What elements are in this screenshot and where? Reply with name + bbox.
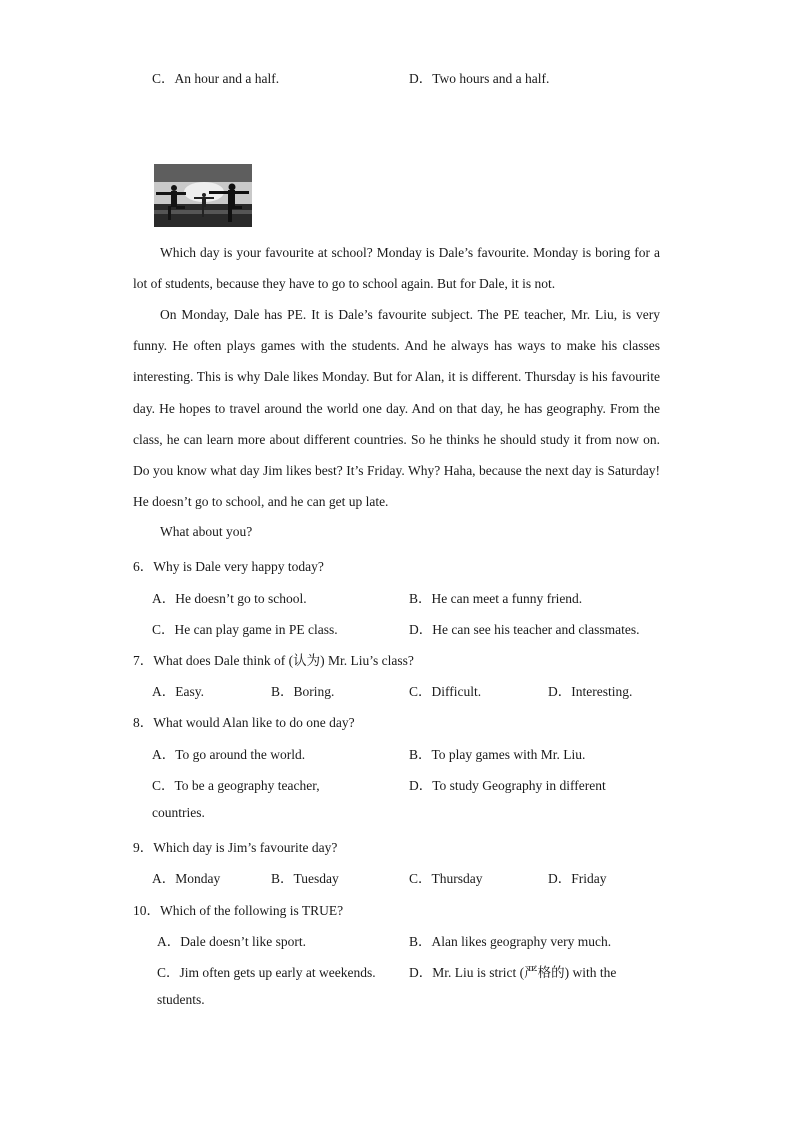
question-10-stem: 10．Which of the following is TRUE? [133, 903, 344, 918]
question-7-option-b[interactable]: B．Boring. [271, 684, 335, 699]
passage-paragraph-3: What about you? [160, 524, 253, 539]
question-6-stem: 6．Why is Dale very happy today? [133, 559, 324, 574]
question-8-option-c[interactable]: C．To be a geography teacher, [152, 778, 320, 793]
passage-photo [154, 164, 252, 227]
question-7-option-a[interactable]: A．Easy. [152, 684, 204, 699]
question-7-option-d[interactable]: D．Interesting. [548, 684, 633, 699]
question-7-option-c[interactable]: C．Difficult. [409, 684, 482, 699]
question-6-option-b[interactable]: B．He can meet a funny friend. [409, 591, 583, 606]
question-8-option-d[interactable]: D．To study Geography in different [409, 778, 606, 793]
question-9-stem: 9．Which day is Jim’s favourite day? [133, 840, 338, 855]
question-6-option-a[interactable]: A．He doesn’t go to school. [152, 591, 307, 606]
question-9-option-d[interactable]: D．Friday [548, 871, 607, 886]
question-8-stem: 8．What would Alan like to do one day? [133, 715, 355, 730]
option-d-prev: D．Two hours and a half. [409, 71, 550, 86]
question-10-option-d-cont: students. [157, 992, 205, 1007]
question-6-option-c[interactable]: C．He can play game in PE class. [152, 622, 338, 637]
question-9-option-c[interactable]: C．Thursday [409, 871, 483, 886]
question-10-option-b[interactable]: B．Alan likes geography very much. [409, 934, 612, 949]
question-9-option-a[interactable]: A．Monday [152, 871, 221, 886]
option-c-prev: C．An hour and a half. [152, 71, 280, 86]
question-10-option-d[interactable]: D．Mr. Liu is strict (严格的) with the [409, 965, 617, 980]
passage-paragraph-1: Which day is your favourite at school? Monday is Dale’s favourite. Monday is boring for a lot of students, because they have to go to school again. But for Dale, it is not. [133, 245, 660, 292]
question-8-option-a[interactable]: A．To go around the world. [152, 747, 306, 762]
question-7-stem: 7．What does Dale think of (认为) Mr. Liu’s class? [133, 653, 414, 668]
passage-paragraph-2: On Monday, Dale has PE. It is Dale’s favourite subject. The PE teacher, Mr. Liu, is very funny. He often plays games with the students. And he always has ways to make his classes interesting. This is why Dale likes Monday. But for Alan, it is different. Thursday is his favourite day. He hopes to travel around the world one day. And on that day, he has geography. From the class, he can learn more about different countries. So he thinks he should study it from now on. Do you know what day Jim likes best? It’s Friday. Why? Haha, because the next day is Saturday! He doesn’t go to school, and he can get up late. [133, 307, 660, 510]
question-10-option-a[interactable]: A．Dale doesn’t like sport. [157, 934, 306, 949]
question-10-option-c[interactable]: C．Jim often gets up early at weekends. [157, 965, 376, 980]
question-8-option-b[interactable]: B．To play games with Mr. Liu. [409, 747, 586, 762]
question-8-option-d-cont: countries. [152, 805, 205, 820]
question-9-option-b[interactable]: B．Tuesday [271, 871, 339, 886]
question-6-option-d[interactable]: D．He can see his teacher and classmates. [409, 622, 640, 637]
